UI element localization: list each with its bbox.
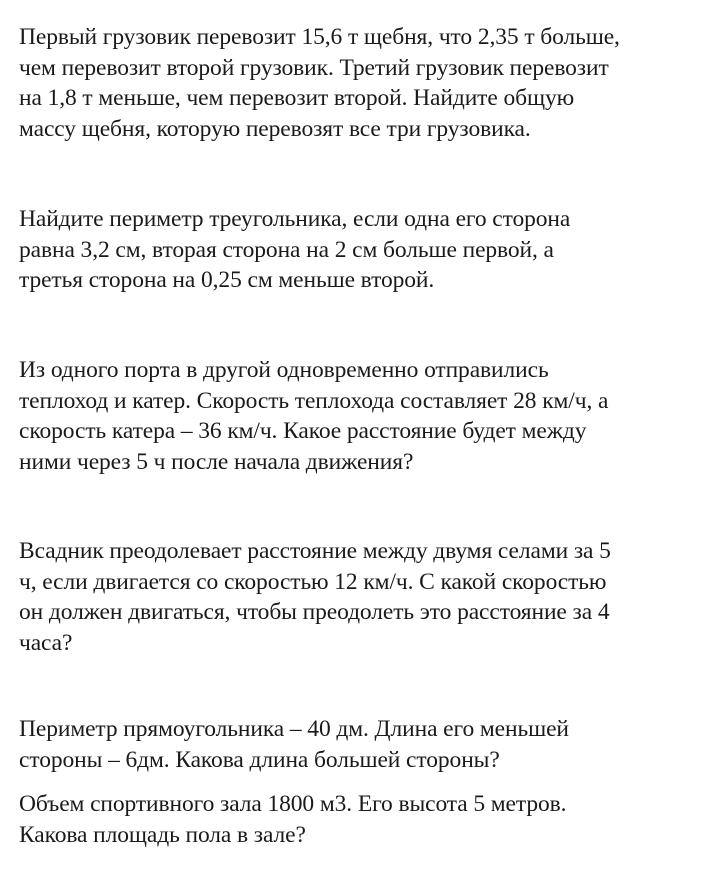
problem-2-triangle-perimeter: Найдите периметр треугольника, если одна его сторона равна 3,2 см, вторая сторона на 2 см больше первой, а третья сторона на 0,25 см меньше второй. [19,206,571,293]
problem-3-ship-and-boat: Из одного порта в другой одновременно отправились теплоход и катер. Скорость теплохода составляет 28 км/ч, а скорость катера – 36 км/ч. Какое расстояние будет между ними через 5 ч после начала движения? [19,357,609,475]
problem-6-gym-floor-area: Объем спортивного зала 1800 м3. Его высота 5 метров. Какова площадь пола в зале? [19,791,567,848]
problem-5-rectangle-side: Периметр прямоугольника – 40 дм. Длина его меньшей стороны – 6дм. Какова длина большей стороны? [19,716,569,773]
problem-1-trucks: Первый грузовик перевозит 15,6 т щебня, что 2,35 т больше, чем перевозит второй грузовик. Третий грузовик перевозит на 1,8 т меньше, чем перевозит второй. Найдите общую массу щебня, которую перевозят все три грузовика. [19,24,620,142]
problem-4-rider-speed: Всадник преодолевает расстояние между двумя селами за 5 ч, если двигается со скоростью 12 км/ч. С какой скоростью он должен двигаться, чтобы преодолеть это расстояние за 4 часа? [19,538,611,656]
